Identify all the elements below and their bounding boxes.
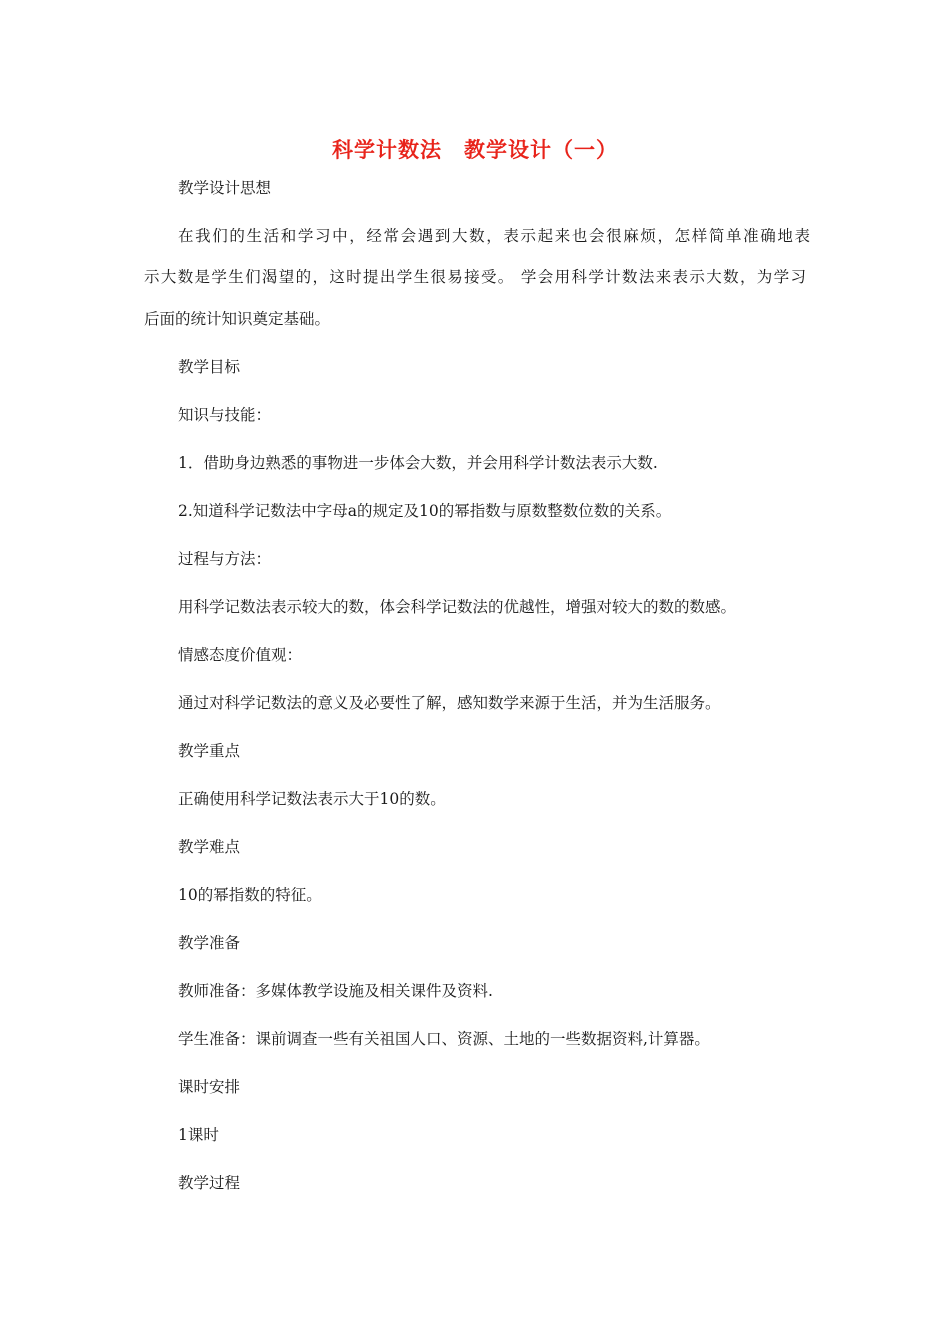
heading-schedule: 课时安排 [178, 1078, 241, 1096]
heading-key-point: 教学重点 [178, 742, 241, 760]
schedule-text: 1课时 [178, 1126, 219, 1144]
key-point-text: 正确使用科学记数法表示大于10的数。 [178, 790, 446, 808]
subheading-process-method: 过程与方法： [178, 550, 272, 568]
process-method-text: 用科学记数法表示较大的数，体会科学记数法的优越性，增强对较大的数的数感。 [178, 598, 737, 616]
document-title: 科学计数法 教学设计（一） [332, 138, 618, 162]
heading-teaching-process: 教学过程 [178, 1174, 241, 1192]
difficulty-text: 10的幂指数的特征。 [178, 886, 322, 904]
paragraph-line-3: 后面的统计知识奠定基础。 [144, 310, 331, 328]
heading-design-idea: 教学设计思想 [178, 179, 272, 197]
goal-item-1: 1．借助身边熟悉的事物进一步体会大数，并会用科学计数法表示大数. [178, 454, 658, 472]
student-preparation-text: 学生准备：课前调查一些有关祖国人口、资源、土地的一些数据资料,计算器。 [178, 1030, 710, 1048]
heading-teaching-goals: 教学目标 [178, 358, 241, 376]
teacher-preparation-text: 教师准备：多媒体教学设施及相关课件及资料. [178, 982, 493, 1000]
subheading-attitude-values: 情感态度价值观： [178, 646, 303, 664]
heading-preparation: 教学准备 [178, 934, 241, 952]
paragraph-line-2: 示大数是学生们渴望的，这时提出学生很易接受。 学会用科学计数法来表示大数，为学习 [144, 268, 806, 286]
heading-difficulty: 教学难点 [178, 838, 241, 856]
attitude-values-text: 通过对科学记数法的意义及必要性了解，感知数学来源于生活，并为生活服务。 [178, 694, 721, 712]
subheading-knowledge-skills: 知识与技能： [178, 406, 272, 424]
goal-item-2: 2.知道科学记数法中字母a的规定及10的幂指数与原数整数位数的关系。 [178, 502, 672, 520]
paragraph-line-1: 在我们的生活和学习中，经常会遇到大数，表示起来也会很麻烦，怎样简单准确地表 [178, 227, 810, 245]
